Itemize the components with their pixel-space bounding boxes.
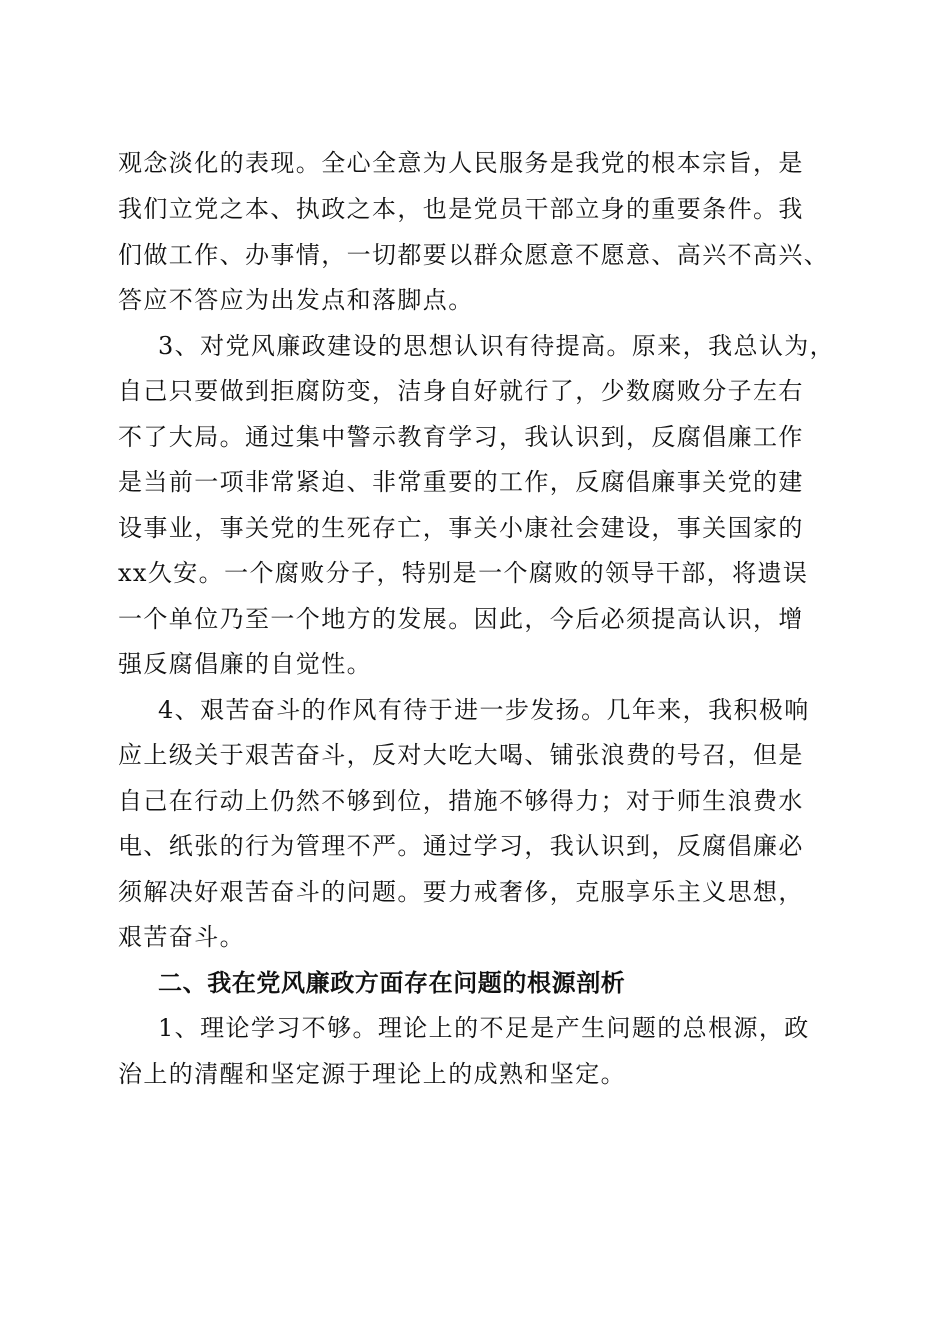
text-line: 自己在行动上仍然不够到位，措施不够得力；对于师生浪费水 <box>118 787 804 815</box>
paragraph-1-first-line: 1、理论学习不够。理论上的不足是产生问题的总根源，政 <box>158 1014 810 1042</box>
text-line: xx久安。一个腐败分子，特别是一个腐败的领导干部，将遗误 <box>118 559 809 587</box>
text-line: 不了大局。通过集中警示教育学习，我认识到，反腐倡廉工作 <box>118 423 804 451</box>
paragraph-3-first-line: 3、对党风廉政建设的思想认识有待提高。原来，我总认为， <box>158 332 836 360</box>
text-line: 设事业，事关党的生死存亡，事关小康社会建设，事关国家的 <box>118 514 804 542</box>
text-line: 是当前一项非常紧迫、非常重要的工作，反腐倡廉事关党的建 <box>118 468 804 496</box>
text-line: 应上级关于艰苦奋斗，反对大吃大喝、铺张浪费的号召，但是 <box>118 741 804 769</box>
text-line: 我们立党之本、执政之本，也是党员干部立身的重要条件。我 <box>118 195 804 223</box>
text-line: 观念淡化的表现。全心全意为人民服务是我党的根本宗旨，是 <box>118 149 804 177</box>
paragraph-4-first-line: 4、艰苦奋斗的作风有待于进一步发扬。几年来，我积极响 <box>158 696 810 724</box>
text-line: 一个单位乃至一个地方的发展。因此，今后必须提高认识，增 <box>118 605 804 633</box>
text-line: 强反腐倡廉的自觉性。 <box>118 650 372 678</box>
text-line: 艰苦奋斗。 <box>118 923 245 951</box>
text-line: 电、纸张的行为管理不严。通过学习，我认识到，反腐倡廉必 <box>118 832 804 860</box>
text-line: 治上的清醒和坚定源于理论上的成熟和坚定。 <box>118 1060 626 1088</box>
section-heading: 二、我在党风廉政方面存在问题的根源剖析 <box>158 969 626 997</box>
text-line: 自己只要做到拒腐防变，洁身自好就行了，少数腐败分子左右 <box>118 377 804 405</box>
text-line: 须解决好艰苦奋斗的问题。要力戒奢侈，克服享乐主义思想， <box>118 878 804 906</box>
text-line: 答应不答应为出发点和落脚点。 <box>118 286 474 314</box>
text-line: 们做工作、办事情，一切都要以群众愿意不愿意、高兴不高兴、 <box>118 241 830 269</box>
